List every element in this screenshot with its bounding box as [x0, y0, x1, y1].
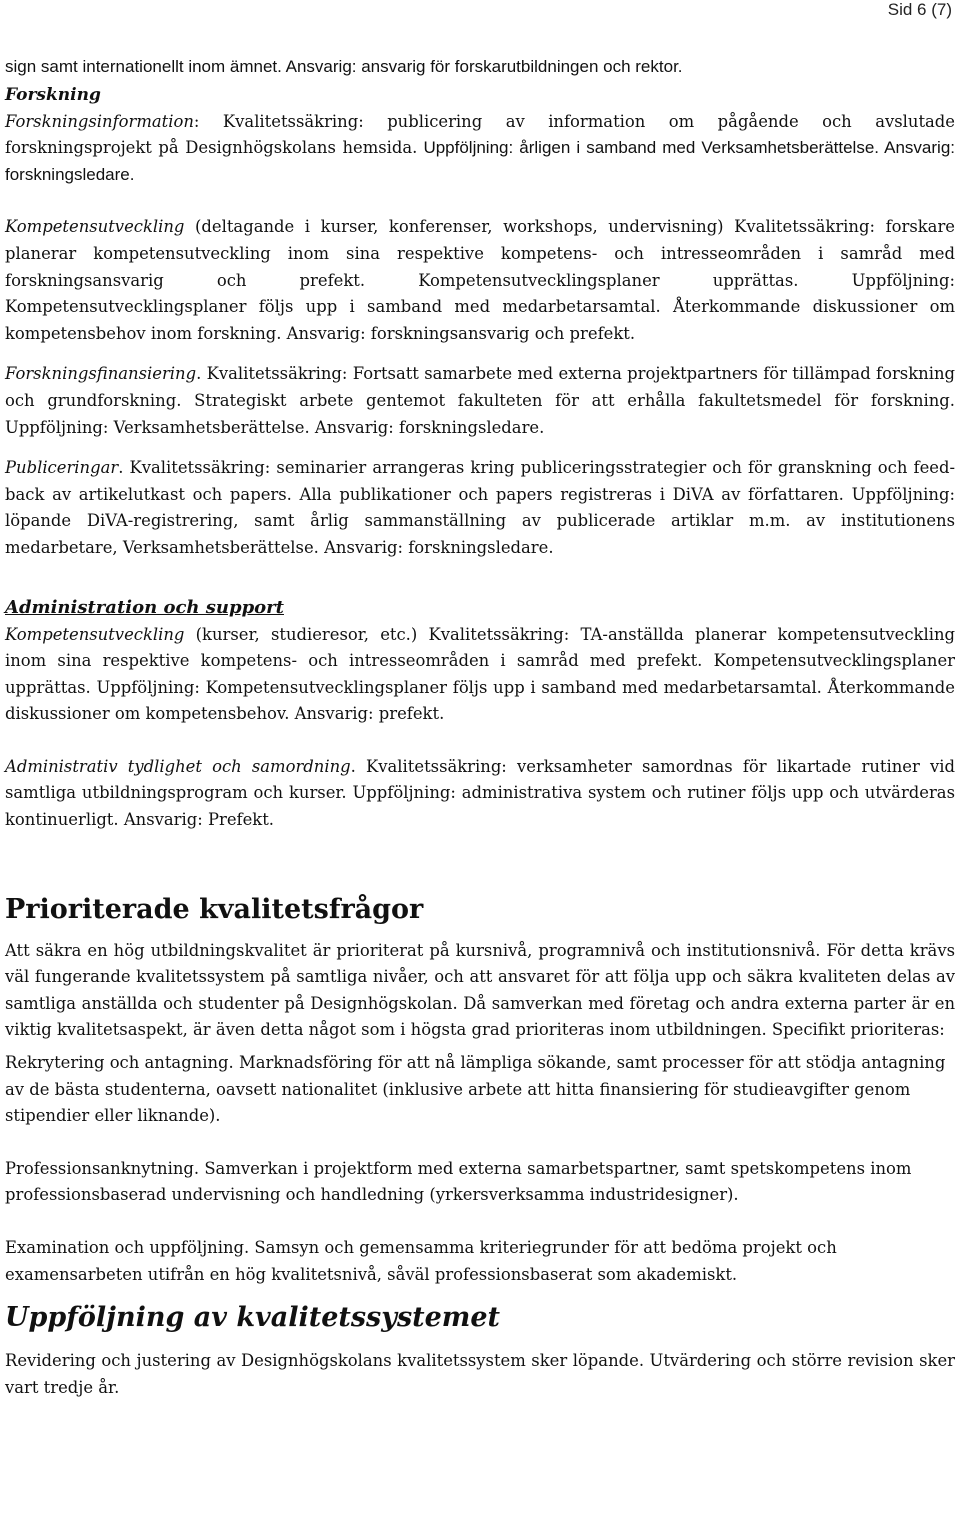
paragraph-publiceringar — [5, 455, 955, 561]
section-heading-forskning: Forskning — [5, 84, 101, 105]
text-kompetensutveckling-admin: (kurser, studieresor, etc.) Kvalitetssäkring: TA-anställda planerar kompetensutveckling inom sina respektive kompetens- och intresseområden i samråd med prefekt. Kompetensutvecklingsplaner upprättas. Uppföljning: Kompetensutvecklingsplaner följs upp i samband med medarbetarsamtal. Återkommande diskussioner om kompetensbehov. Ansvarig: prefekt. — [5, 624, 955, 724]
paragraph-forskningsinformation — [5, 109, 955, 189]
term-kompetensutveckling: Kompetensutveckling — [5, 217, 185, 237]
paragraph-uppfoljning: Revidering och justering av Designhögskolans kvalitetssystem sker löpande. Utvärdering och större revision sker vart tredje år. — [5, 1351, 955, 1397]
term-kompetensutveckling-admin: Kompetensutveckling — [5, 624, 185, 644]
heading-prioriterade-kvalitetsfragor: Prioriterade kvalitetsfrågor — [5, 893, 424, 925]
paragraph-prioriterade-intro: Att säkra en hög utbildningskvalitet är prioriterat på kursnivå, programnivå och institutionsnivå. För detta krävs väl fungerande kvalitetssystem på samtliga nivåer, och att ansvaret för att följa upp och säkra kvaliteten delas av samtliga anställda och studenter på Designhögskolan. Då samverkan med företag och andra externa parter är en viktig kvalitetsaspekt, är även detta något som i högsta grad prioriteras inom utbildningen. Specifikt prioriteras: — [5, 940, 955, 1040]
term-administrativ-tydlighet: Administrativ tydlighet och samordning — [5, 756, 351, 776]
text-forskningsinformation: : Kvalitetssäkring: publicering av information om pågående och avslutade forskningsprojekt på Designhögskolans hemsida. — [5, 111, 955, 158]
term-publiceringar: Publiceringar — [5, 458, 119, 478]
document-body — [5, 54, 955, 1401]
paragraph-rekrytering: Rekrytering och antagning. Marknadsföring för att nå lämpliga sökande, samt processer för att stödja antagning av de bästa studenterna, oavsett nationalitet (inklusive arbete att hitta finansiering för studieavgifter genom stipendier eller liknande). — [5, 1053, 946, 1126]
term-forskningsinformation: Forskningsinformation — [5, 111, 194, 131]
heading-uppfoljning-kvalitetssystemet: Uppföljning av kvalitetssystemet — [5, 1302, 501, 1334]
intro-paragraph: sign samt internationellt inom ämnet. Ansvarig: ansvarig för forskarutbildningen och rektor. — [5, 57, 683, 76]
text-forskningsinformation-followup: Uppföljning: årligen i samband med Verksamhetsberättelse. Ansvarig: forskningsledare. — [5, 138, 955, 184]
text-kompetensutveckling: (deltagande i kurser, konferenser, workshops, undervisning) Kvalitetssäkring: forskare planerar kompetensutveckling inom sina respektive kompetens- och intresseområden i samråd med forskningsansvarig och prefekt. Kompetensutvecklingsplaner upprättas. Uppföljning: Kompetensutvecklingsplaner följs upp i samband med medarbetarsamtal. Återkommande diskussioner om kompetensbehov inom forskning. Ansvarig: forskningsansvarig och prefekt. — [5, 217, 955, 343]
page-number: Sid 6 (7) — [887, 0, 952, 19]
paragraph-kompetensutveckling-admin — [5, 622, 955, 728]
paragraph-forskningsfinansiering — [5, 361, 955, 441]
paragraph-administrativ-tydlighet — [5, 754, 955, 834]
section-heading-administration: Administration och support — [5, 596, 284, 618]
text-publiceringar: . Kvalitetssäkring: seminarier arrangeras kring publiceringsstrategier och för granskning och feed-back av artikelutkast och papers. Alla publikationer och papers registreras i DiVA av författaren. Uppföljning: löpande DiVA-registrering, samt årlig sammanställning av publicerade artiklar m.m. av institutionens medarbetare, Verksamhetsberättelse. Ansvarig: forskningsledare. — [5, 458, 955, 557]
text-forskningsfinansiering: . Kvalitetssäkring: Fortsatt samarbete med externa projektpartners för tillämpad forskning och grundforskning. Strategiskt arbete gentemot fakulteten för att erhålla fakultetsmedel för forskning. Uppföljning: Verksamhetsberättelse. Ansvarig: forskningsledare. — [5, 364, 955, 437]
paragraph-professionsanknytning: Professionsanknytning. Samverkan i projektform med externa samarbetspartner, samt spetskompetens inom professionsbaserad undervisning och handledning (yrkersverksamma industridesigner). — [5, 1158, 912, 1205]
paragraph-kompetensutveckling-forskning — [5, 214, 955, 347]
text-administrativ-tydlighet: . Kvalitetssäkring: verksamheter samordnas för likartade rutiner vid samtliga utbildningsprogram och kurser. Uppföljning: administrativa system och rutiner följs upp och utvärderas kontinuerligt. Ansvarig: Prefekt. — [5, 756, 955, 830]
paragraph-examination: Examination och uppföljning. Samsyn och gemensamma kriteriegrunder för att bedöma projekt och examensarbeten utifrån en hög kvalitetsnivå, såväl professionsbaserat som akademiskt. — [5, 1238, 837, 1284]
term-forskningsfinansiering: Forskningsfinansiering — [5, 364, 197, 384]
